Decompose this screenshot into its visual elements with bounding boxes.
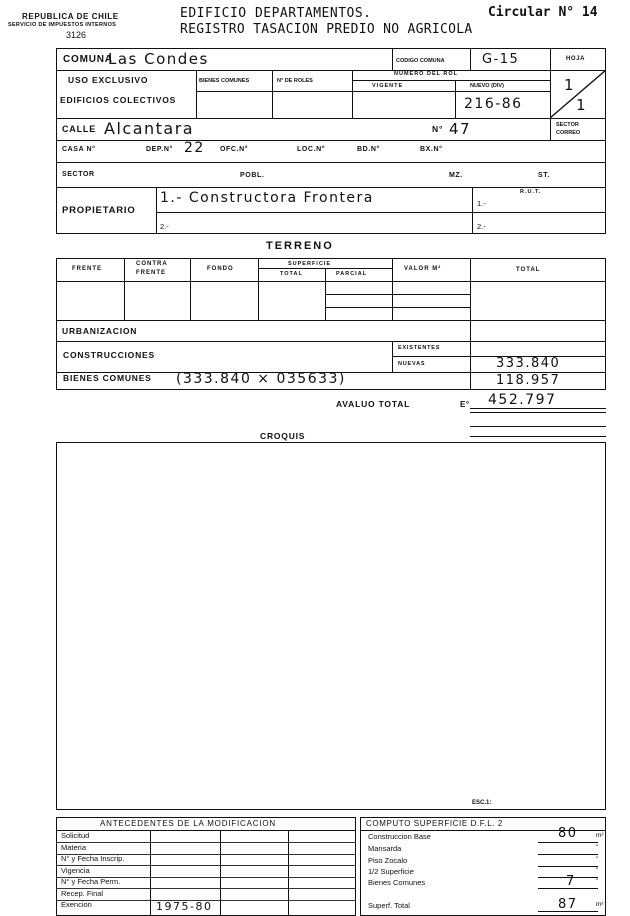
contra-frente-header: FRENTE bbox=[136, 270, 166, 276]
urbanizacion-label: URBANIZACION bbox=[62, 326, 138, 336]
pobl-label: POBL. bbox=[240, 172, 265, 179]
croquis-area bbox=[56, 442, 606, 810]
form-title-2: REGISTRO TASACION PREDIO NO AGRICOLA bbox=[180, 22, 473, 37]
vigente-label: VIGENTE bbox=[372, 83, 404, 89]
frente-header: FRENTE bbox=[72, 266, 102, 272]
rut-2: 2.- bbox=[477, 222, 486, 231]
computo-unit-mark: " bbox=[596, 844, 599, 851]
dep-label: DEP.N° bbox=[146, 146, 173, 153]
avaluo-total-value: 452.797 bbox=[488, 392, 557, 408]
computo-unit-mark: " bbox=[596, 878, 599, 885]
calle-value: Alcantara bbox=[104, 119, 195, 138]
st-label: ST. bbox=[538, 172, 550, 179]
uso-exclusivo-label: USO EXCLUSIVO bbox=[68, 75, 149, 85]
terreno-total-header: TOTAL bbox=[516, 267, 541, 273]
rol-nuevo-value: 216-86 bbox=[464, 96, 523, 112]
propietario-label: PROPIETARIO bbox=[62, 205, 136, 216]
hoja-value-top: 1 bbox=[564, 76, 576, 94]
croquis-title: CROQUIS bbox=[260, 431, 306, 441]
casa-label: CASA N° bbox=[62, 146, 96, 153]
nuevo-div-label: NUEVO (DIV) bbox=[470, 83, 504, 89]
codigo-comuna-value: G-15 bbox=[482, 52, 520, 67]
antecedentes-row-label: N° y Fecha Inscrip. bbox=[61, 854, 125, 863]
bienes-comunes-m2-value: 7 bbox=[566, 874, 576, 889]
sector-correo-label: SECTOR CORREO bbox=[556, 122, 581, 136]
bienes-comunes-value: 118.957 bbox=[496, 373, 561, 388]
base-value: 80 bbox=[558, 826, 578, 841]
computo-row-label: 1/2 Superficie bbox=[368, 867, 414, 876]
avaluo-total-label: AVALUO TOTAL bbox=[336, 399, 411, 409]
computo-unit-mark: m² bbox=[596, 901, 604, 908]
calle-label: CALLE bbox=[62, 124, 96, 134]
rut-label: R.U.T. bbox=[520, 189, 542, 195]
ofc-label: OFC.N° bbox=[220, 146, 249, 153]
antecedentes-row-label: Recep. Final bbox=[61, 888, 104, 898]
computo-title: COMPUTO SUPERFICIE D.F.L. 2 bbox=[366, 819, 503, 828]
propietario-1: 1.- Constructora Frontera bbox=[160, 190, 374, 206]
antecedentes-row-label: Materia bbox=[61, 842, 87, 852]
computo-row-label: Bienes Comunes bbox=[368, 878, 426, 887]
hoja-label: HOJA bbox=[566, 56, 586, 62]
republic-label: REPUBLICA DE CHILE bbox=[22, 12, 119, 21]
antecedentes-row-label: N° y Fecha Perm. bbox=[61, 877, 121, 886]
calle-numero-label: N° bbox=[432, 124, 444, 134]
computo-row-label: Superf. Total bbox=[368, 901, 410, 910]
form-code: 3126 bbox=[66, 30, 87, 40]
bienes-comunes-label: BIENES COMUNES bbox=[63, 373, 152, 383]
superficie-parcial-header: PARCIAL bbox=[336, 271, 368, 277]
computo-row-label: Construccion Base bbox=[368, 832, 431, 841]
antecedentes-row-label: Solicitud bbox=[61, 831, 90, 840]
numero-rol-label: NUMERO DEL ROL bbox=[394, 71, 459, 77]
contra-header: CONTRA bbox=[136, 261, 168, 267]
construcciones-label: CONSTRUCCIONES bbox=[63, 350, 155, 360]
nuevas-value: 333.840 bbox=[496, 356, 561, 371]
exencion-value: 1975-80 bbox=[156, 900, 213, 913]
computo-unit-mark: " bbox=[596, 856, 599, 863]
bienes-comunes-header: BIENES COMUNES bbox=[199, 78, 250, 84]
dep-value: 22 bbox=[184, 140, 205, 156]
superficie-header: SUPERFICIE bbox=[288, 261, 332, 267]
antecedentes-row-label: Exencion bbox=[61, 900, 92, 909]
computo-row-label: Mansarda bbox=[368, 844, 402, 853]
computo-unit-mark: " bbox=[596, 867, 599, 874]
fondo-header: FONDO bbox=[207, 266, 234, 272]
bx-label: BX.N° bbox=[420, 146, 443, 153]
hoja-value-bottom: 1 bbox=[576, 96, 588, 114]
codigo-comuna-label: CODIGO COMUNA bbox=[396, 58, 445, 64]
circular-number: Circular N° 14 bbox=[488, 5, 598, 20]
comuna-label: COMUNA bbox=[63, 54, 113, 65]
antecedentes-title: ANTECEDENTES DE LA MODIFICACION bbox=[100, 819, 276, 828]
loc-label: LOC.N° bbox=[297, 146, 326, 153]
form-title-1: EDIFICIO DEPARTAMENTOS. bbox=[180, 6, 372, 21]
computo-unit-mark: m² bbox=[596, 832, 604, 839]
superficie-total-value: 87 bbox=[558, 897, 578, 912]
computo-row-label: Piso Zocalo bbox=[368, 856, 408, 865]
sector-label: SECTOR bbox=[62, 171, 95, 178]
antecedentes-row-label: Vigencia bbox=[61, 865, 90, 875]
nuevas-label: NUEVAS bbox=[398, 361, 426, 367]
terreno-title: TERRENO bbox=[266, 240, 334, 252]
valor-m2-header: VALOR M² bbox=[404, 266, 442, 272]
mz-label: MZ. bbox=[449, 172, 463, 179]
service-label: SERVICIO DE IMPUESTOS INTERNOS bbox=[8, 22, 117, 28]
comuna-value: Las Condes bbox=[108, 50, 209, 68]
propietario-2: 2.- bbox=[160, 222, 169, 231]
calle-numero-value: 47 bbox=[449, 120, 472, 138]
rut-1: 1.- bbox=[477, 199, 486, 208]
superficie-total-header: TOTAL bbox=[280, 271, 303, 277]
n-roles-header: N° DE ROLES bbox=[277, 78, 313, 84]
edificios-colectivos-label: EDIFICIOS COLECTIVOS bbox=[60, 95, 177, 105]
existentes-label: EXISTENTES bbox=[398, 345, 441, 351]
avaluo-prefix: E° bbox=[460, 400, 470, 409]
bienes-comunes-calc: (333.840 × 035633) bbox=[176, 371, 346, 387]
escala-label: ESC.1: bbox=[472, 800, 492, 806]
bd-label: BD.N° bbox=[357, 146, 380, 153]
